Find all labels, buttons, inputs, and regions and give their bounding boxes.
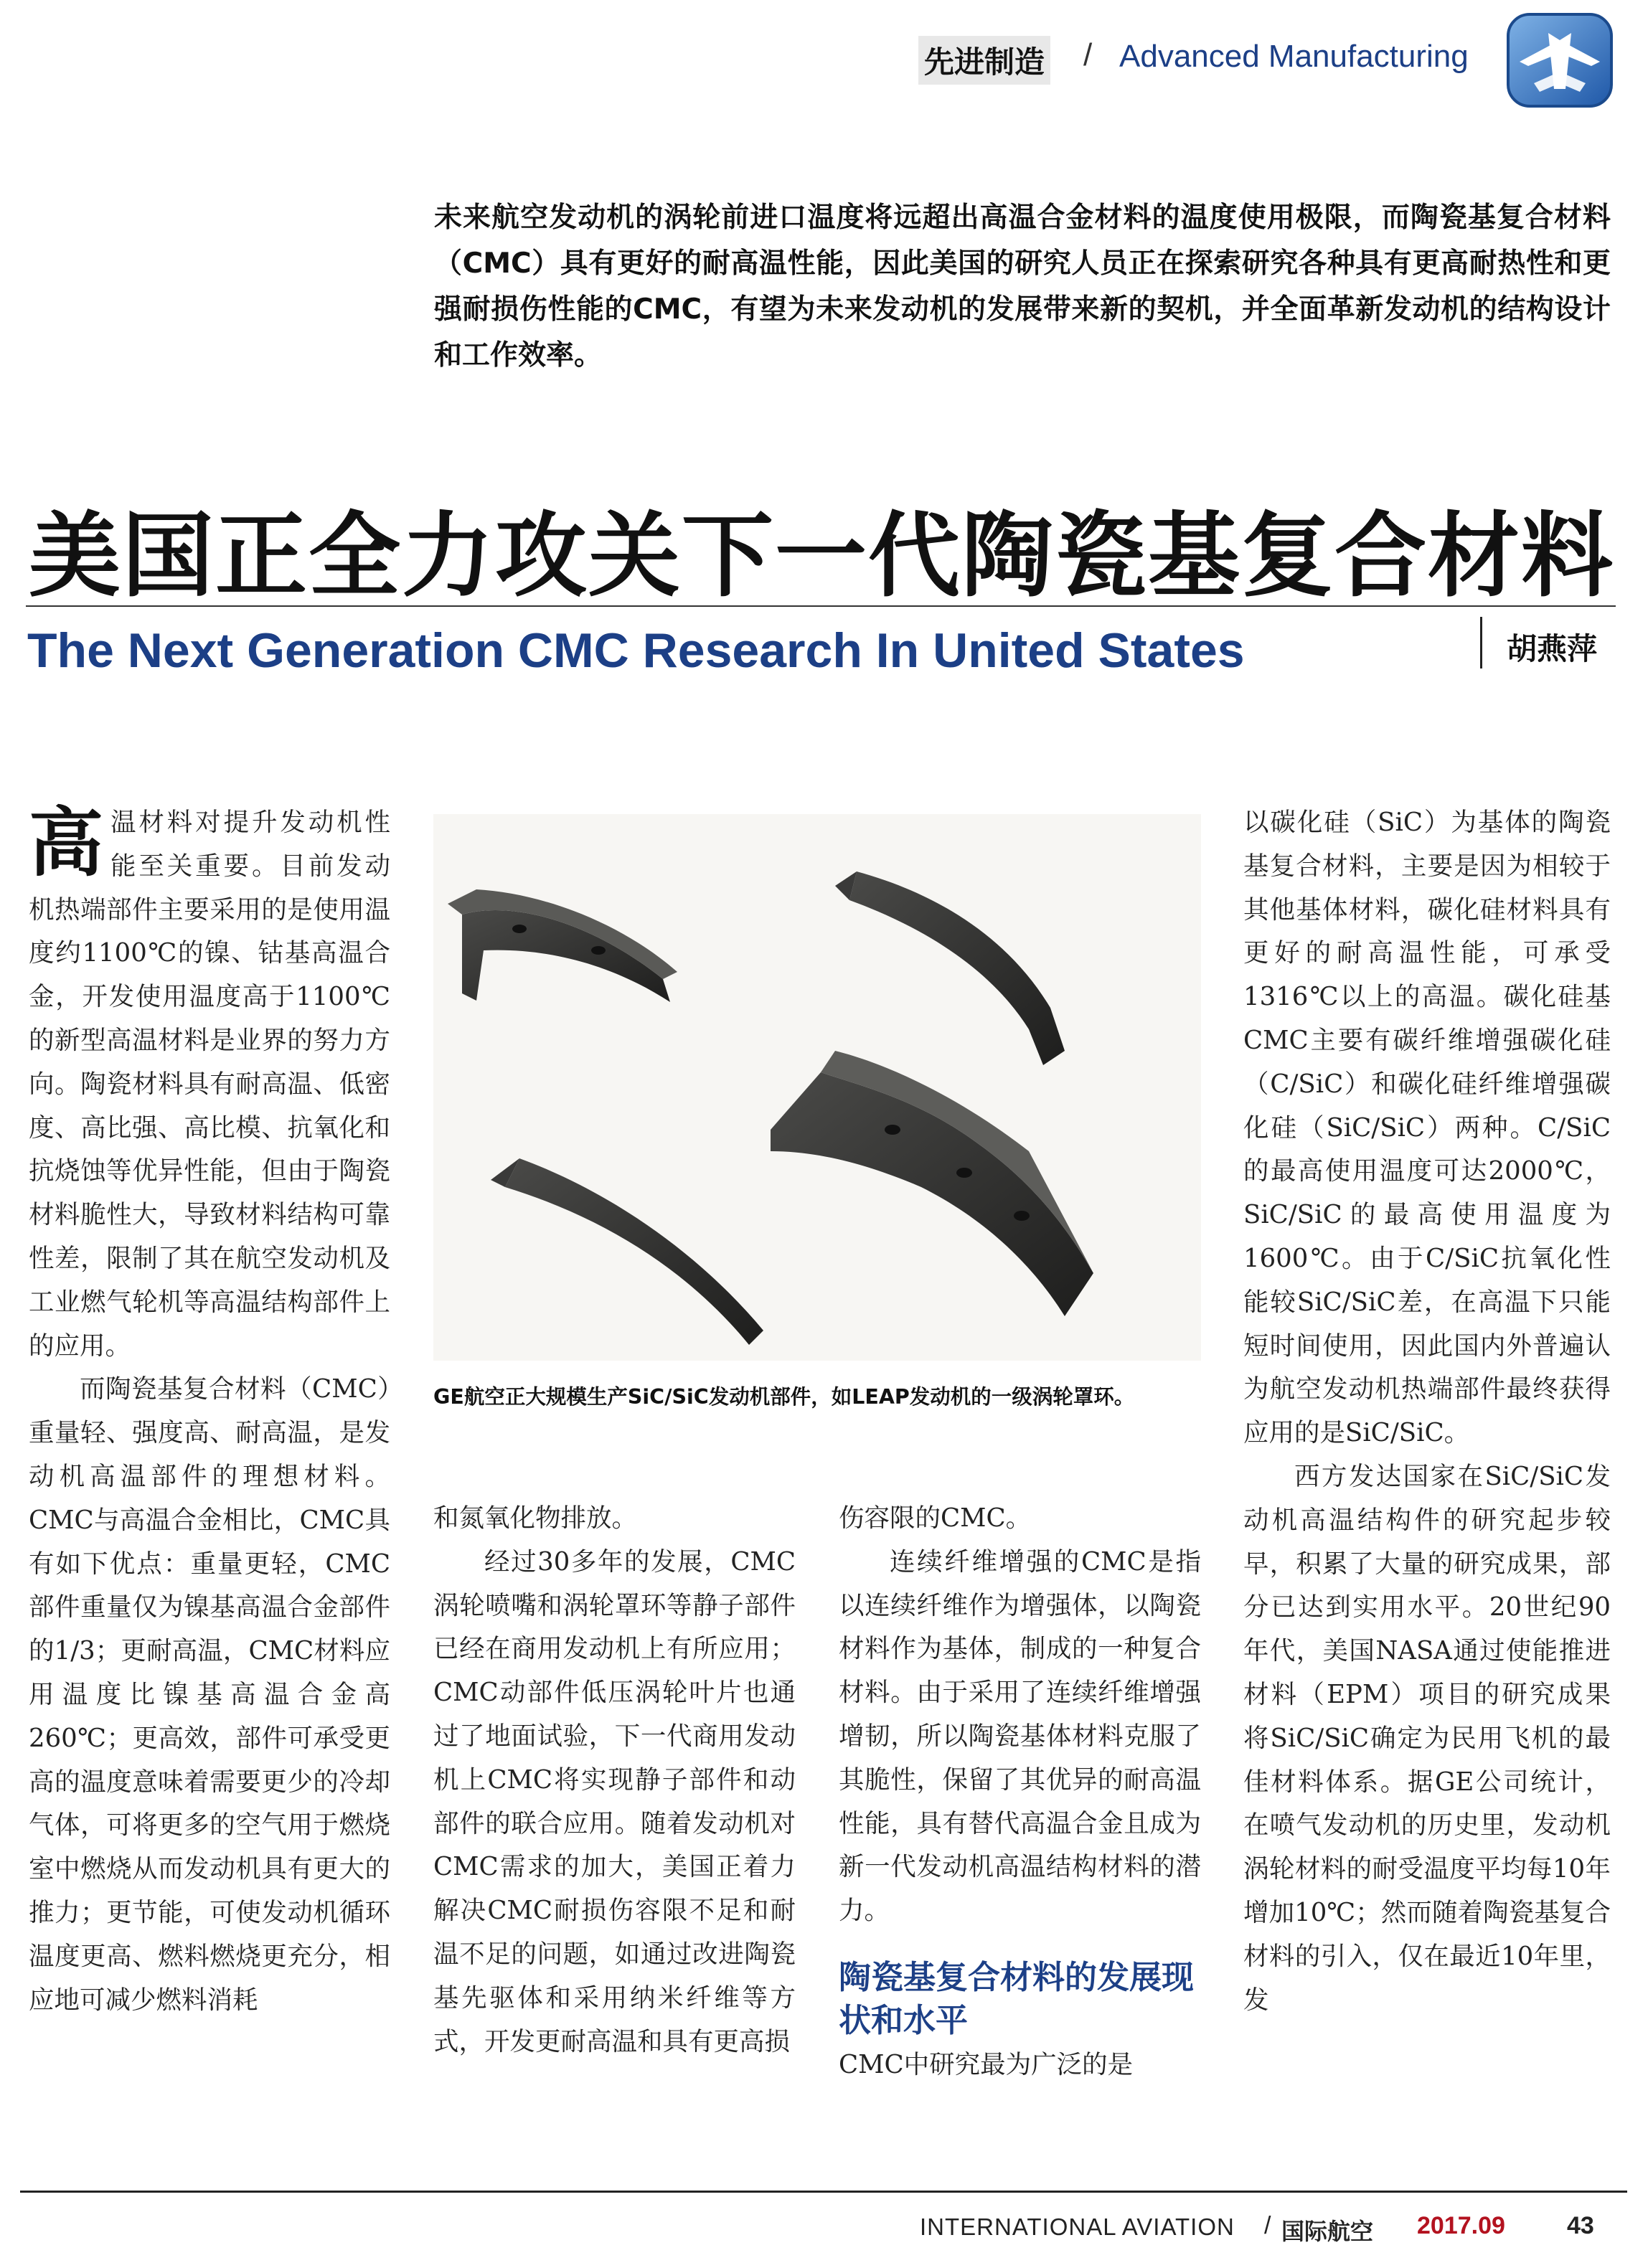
article-title-en: The Next Generation CMC Research In United States [27,623,1245,678]
magazine-name-zh: 国际航空 [1281,2218,1374,2245]
section-label-zh: 先进制造 [918,36,1050,85]
shroud-part-3 [505,1158,763,1345]
paragraph-western-research: 西方发达国家在SiC/SiC发动机高温结构件的研究起步较早，积累了大量的研究成果，部分已达到实用水平。20世纪90年代，美国NASA通过使能推进材料（EPM）项目的研究成果将SiC/SiC确定为民用飞机的最佳材料体系。据GE公司统计，在喷气发动机的历史里，发动机涡轮材料的耐受温度平均每10年增加10℃；然而随着陶瓷基复合材料的引入，仅在最近10年里，发 [1243,1461,1611,2015]
cmc-parts-illustration [433,814,1201,1361]
footer-rule [20,2191,1627,2193]
body-column-1 [29,798,390,2022]
section-label-en: Advanced Manufacturing [1119,39,1469,74]
paragraph-advantages: 而陶瓷基复合材料（CMC）重量轻、强度高、耐高温，是发动机高温部件的理想材料。CMC与高温合金相比，CMC具有如下优点：重量更轻，CMC部件重量仅为镍基高温合金部件的1/3；更耐高温，CMC材料应用温度比镍基高温合金高260℃；更高效，部件可承受更高的温度意味着需要更少的冷却气体，可将更多的空气用于燃烧室中燃烧从而发动机具有更大的推力；更节能，可使发动机循环温度更高、燃料燃烧更充分，相应地可减少燃料消耗 [29,1374,390,2015]
author-name: 胡燕萍 [1507,631,1598,666]
footer-separator: / [1264,2212,1271,2239]
lead-paragraph: 未来航空发动机的涡轮前进口温度将远超出高温合金材料的温度使用极限，而陶瓷基复合材料（CMC）具有更好的耐高温性能，因此美国的研究人员正在探索研究各种具有更高耐热性和更强耐损伤性能的CMC，有望为未来发动机的发展带来新的契机，并全面革新发动机的结构设计和工作效率。 [434,202,1611,372]
article-title-zh: 美国正全力攻关下一代陶瓷基复合材料 [29,502,1615,610]
body-column-4 [1243,801,1611,2022]
figure-caption: GE航空正大规模生产SiC/SiC发动机部件，如LEAP发动机的一级涡轮罩环。 [433,1385,1135,1409]
paragraph-sic-intro: CMC中研究最为广泛的是 [839,2049,1134,2079]
body-column-2 [433,1497,796,2064]
paragraph-development: 经过30多年的发展，CMC涡轮喷嘴和涡轮罩环等静子部件已经在商用发动机上有所应用；CMC动部件低压涡轮叶片也通过了地面试验，下一代商用发动机上CMC将实现静子部件和动部件的联合应用。随着发动机对CMC需求的加大，美国正着力解决CMC耐损伤容限不足和耐温不足的问题，如通过改进陶瓷基先驱体和采用纳米纤维等方式，开发更耐高温和具有更高损 [433,1546,796,2056]
paragraph-continued: 和氮氧化物排放。 [433,1503,638,1533]
magazine-name-en: INTERNATIONAL AVIATION [920,2213,1235,2240]
paragraph-continued-2: 伤容限的CMC。 [839,1503,1032,1533]
paragraph-sic-matrix: 以碳化硅（SiC）为基体的陶瓷基复合材料，主要是因为相较于其他基体材料，碳化硅材料具有更好的耐高温性能，可承受1316℃以上的高温。碳化硅基CMC主要有碳纤维增强碳化硅（C/SiC）和碳化硅纤维增强碳化硅（SiC/SiC）两种。C/SiC的最高使用温度可达2000℃，SiC/SiC的最高使用温度为1600℃。由于C/SiC抗氧化性能较SiC/SiC差，在高温下只能短时间使用，因此国内外普遍认为航空发动机热端部件最终获得应用的是SiC/SiC。 [1243,808,1611,1448]
drop-cap: 高 [29,798,104,887]
magazine-logo-icon [1505,11,1614,109]
section-separator: / [1083,37,1093,72]
issue-date: 2017.09 [1417,2212,1505,2239]
paragraph-intro [29,798,390,1368]
page-number: 43 [1567,2212,1594,2239]
shroud-part-2 [849,871,1065,1065]
author-divider [1480,617,1482,668]
cmc-parts-photo [433,814,1201,1361]
body-column-3 [839,1497,1201,2087]
paragraph-continuous-fiber: 连续纤维增强的CMC是指以连续纤维作为增强体，以陶瓷材料作为基体，制成的一种复合材料。由于采用了连续纤维增强增韧，所以陶瓷基体材料克服了其脆性，保留了其优异的耐高温性能，具有替代高温合金且成为新一代发动机高温结构材料的潜力。 [839,1546,1201,1926]
section-heading: 陶瓷基复合材料的发展现状和水平 [839,1957,1195,2039]
title-divider [26,605,1616,607]
paragraph-intro-text: 温材料对提升发动机性能至关重要。目前发动机热端部件主要采用的是使用温度约1100℃的镍、钴基高温合金，开发使用温度高于1100℃的新型高温材料是业界的努力方向。陶瓷材料具有耐高温、低密度、高比强、高比模、抗氧化和抗烧蚀等优异性能，但由于陶瓷材料脆性大，导致材料结构可靠性差，限制了其在航空发动机及工业燃气轮机等高温结构部件上的应用。 [29,808,390,1361]
